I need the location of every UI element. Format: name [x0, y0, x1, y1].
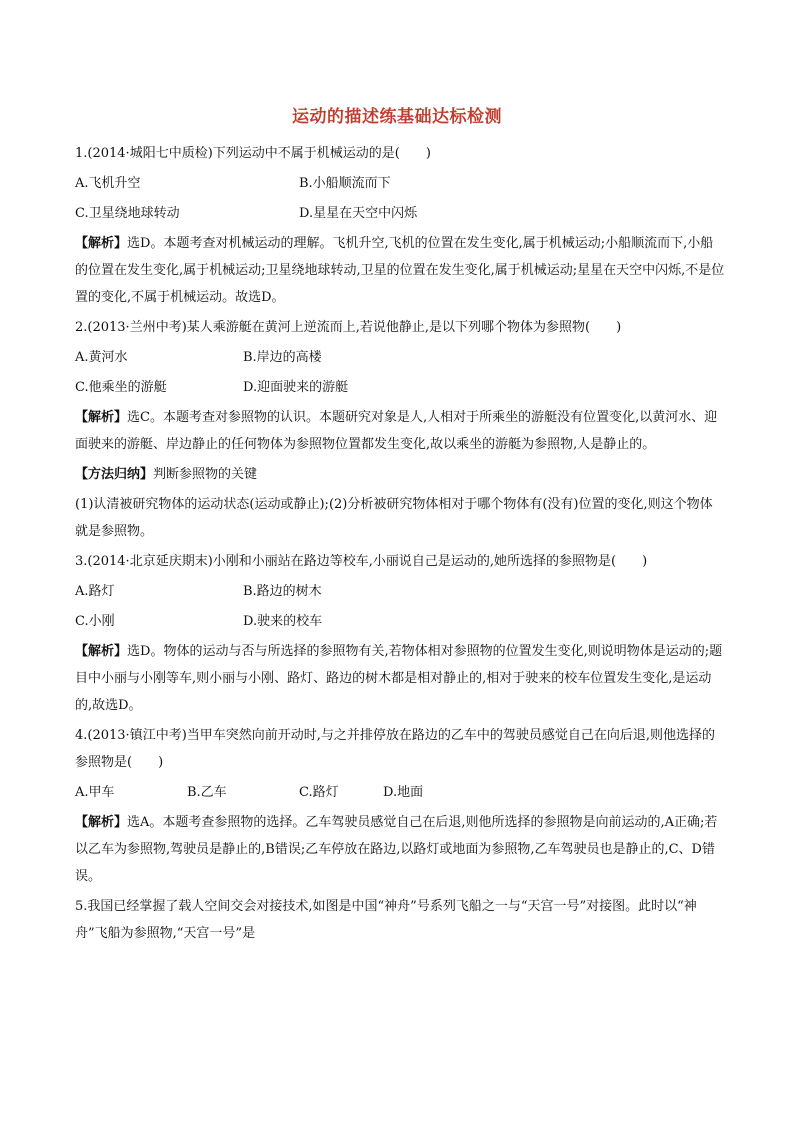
question-3-option-a: A.路灯	[75, 584, 115, 599]
analysis-tag: 【解析】	[75, 815, 128, 830]
question-3-option-c: C.小刚	[75, 614, 115, 629]
question-2-options-row-2	[75, 374, 725, 401]
question-1-options-row-2	[75, 200, 725, 227]
question-2-options-row-1	[75, 344, 725, 371]
question-5-stem: 5.我国已经掌握了载人空间交会对接技术,如图是中国“神舟”号系列飞船之一与“天宫一号”对接图。此时以“神舟”飞船为参照物,“天宫一号”是	[75, 899, 697, 941]
question-4-option-b: B.乙车	[187, 785, 227, 800]
document-body	[75, 140, 725, 950]
analysis-text: 选D。物体的运动与否与所选择的参照物有关,若物体相对参照物的位置发生变化,则说明物体是运动的;题目中小丽与小刚等车,则小丽与小刚、路灯、路边的树木都是相对静止的,相对于驶来的校车位置发生变化,是运动的,故选D。	[75, 644, 723, 713]
question-4-options-row	[75, 779, 725, 806]
question-3-option-b: B.路边的树木	[243, 584, 322, 599]
analysis-text: 选A。本题考查参照物的选择。乙车驾驶员感觉自己在后退,则他所选择的参照物是向前运动的,A正确;若以乙车为参照物,驾驶员是静止的,B错误;乙车停放在路边,以路灯或地面为参照物,乙车驾驶员也是静止的,C、D错误。	[75, 815, 718, 884]
question-1-option-a: A.飞机升空	[75, 176, 141, 191]
analysis-text: 选D。本题考查对机械运动的理解。飞机升空,飞机的位置在发生变化,属于机械运动;小船顺流而下,小船的位置在发生变化,属于机械运动;卫星绕地球转动,卫星的位置在发生变化,属于机械运动;星星在天空中闪烁,不是位置的变化,不属于机械运动。故选D。	[75, 236, 725, 305]
question-1-options-row-1	[75, 170, 725, 197]
question-1-option-c: C.卫星绕地球转动	[75, 206, 180, 221]
question-3-options-row-2	[75, 608, 725, 635]
question-1-option-b: B.小船顺流而下	[299, 176, 391, 191]
question-4-option-d: D.地面	[383, 785, 424, 800]
question-4-option-a: A.甲车	[75, 785, 115, 800]
question-3-option-d: D.驶来的校车	[243, 614, 323, 629]
method-title: 判断参照物的关键	[153, 467, 258, 482]
question-4-analysis	[75, 809, 725, 890]
question-1-stem: 1.(2014·城阳七中质检)下列运动中不属于机械运动的是( )	[75, 146, 431, 161]
question-2-stem: 2.(2013·兰州中考)某人乘游艇在黄河上逆流而上,若说他静止,是以下列哪个物体为参照物( )	[75, 320, 622, 335]
page-title: 运动的描述练基础达标检测	[292, 107, 502, 127]
question-2-analysis	[75, 404, 725, 458]
analysis-tag: 【解析】	[75, 236, 128, 251]
method-tag: 【方法归纳】	[75, 467, 154, 482]
question-3-stem: 3.(2014·北京延庆期末)小刚和小丽站在路边等校车,小丽说自己是运动的,她所选择的参照物是( )	[75, 554, 648, 569]
question-3-analysis	[75, 638, 725, 719]
question-2-option-b: B.岸边的高楼	[243, 350, 322, 365]
question-1-analysis	[75, 230, 725, 311]
question-4-option-c: C.路灯	[299, 785, 339, 800]
question-2-option-a: A.黄河水	[75, 350, 128, 365]
method-summary-heading	[75, 461, 725, 488]
question-2-option-c: C.他乘坐的游艇	[75, 380, 167, 395]
analysis-text: 选C。本题考查对参照物的认识。本题研究对象是人,人相对于所乘坐的游艇没有位置变化,以黄河水、迎面驶来的游艇、岸边静止的任何物体为参照物位置都发生变化,故以乘坐的游艇为参照物,人是静止的。	[75, 410, 718, 452]
question-4-stem: 4.(2013·镇江中考)当甲车突然向前开动时,与之并排停放在路边的乙车中的驾驶员感觉自己在向后退,则他选择的参照物是( )	[75, 728, 716, 770]
analysis-tag: 【解析】	[75, 644, 128, 659]
analysis-tag: 【解析】	[75, 410, 128, 425]
question-2-option-d: D.迎面驶来的游艇	[243, 380, 349, 395]
question-1-option-d: D.星星在天空中闪烁	[299, 206, 418, 221]
method-summary-body: (1)认清被研究物体的运动状态(运动或静止);(2)分析被研究物体相对于哪个物体有(没有)位置的变化,则这个物体就是参照物。	[75, 497, 713, 539]
question-3-options-row-1	[75, 578, 725, 605]
